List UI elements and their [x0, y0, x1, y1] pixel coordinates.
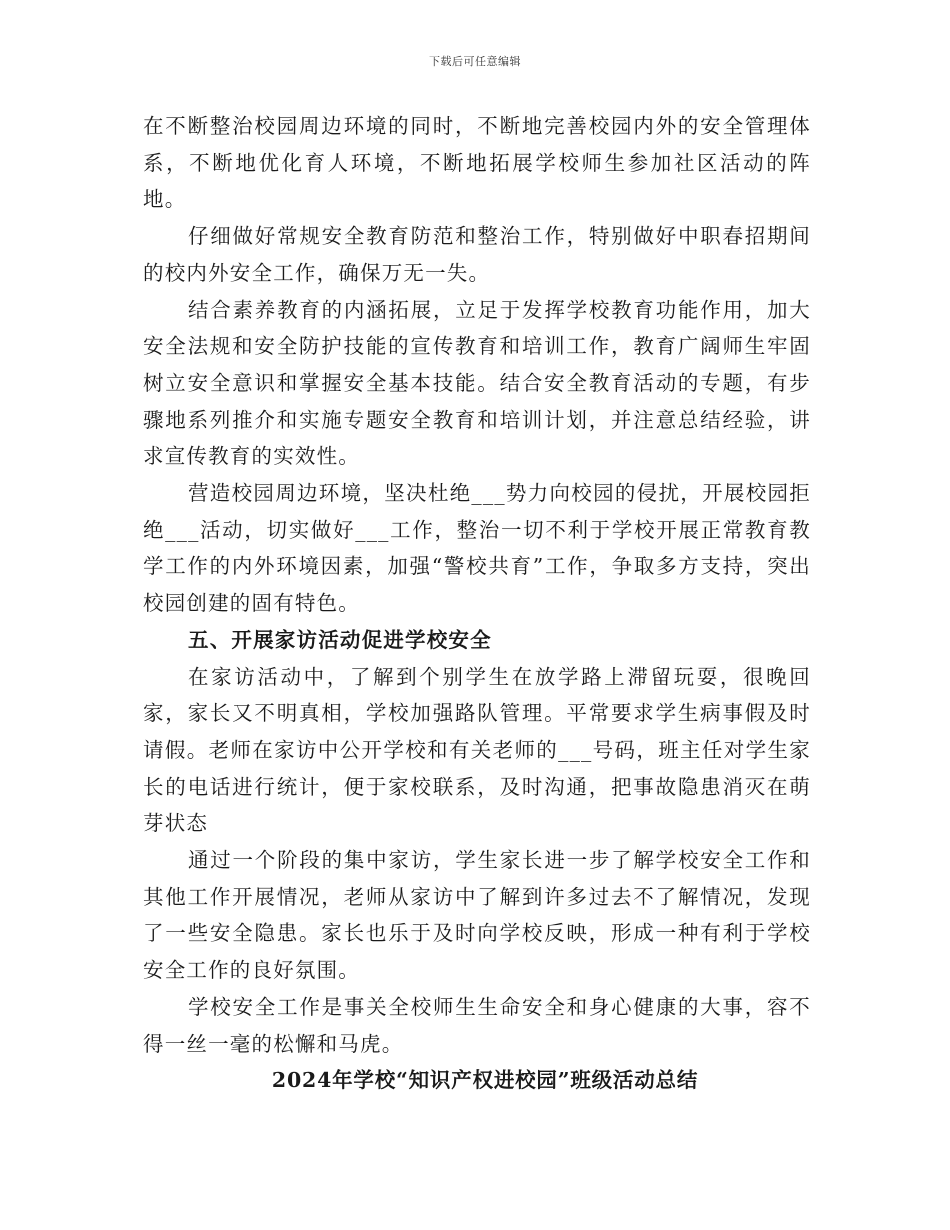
paragraph-continuation: 在不断整治校园周边环境的同时，不断地完善校园内外的安全管理体系，不断地优化育人环境，不断地拓展学校师生参加社区活动的阵地。: [143, 114, 811, 212]
paragraph-quality-education: 结合素养教育的内涵拓展，立足于发挥学校教育功能作用，加大安全法规和安全防护技能的宣传教育和培训工作，教育广阔师生牢固树立安全意识和掌握安全基本技能。结合安全教育活动的专题，有步骤地系列推介和实施专题安全教育和培训计划，并注意总结经验，讲求宣传教育的实效性。: [143, 297, 811, 469]
paragraph-home-visit: 在家访活动中，了解到个别学生在放学路上滞留玩耍，很晚回家，家长又不明真相，学校加强路队管理。平常要求学生病事假及时请假。老师在家访中公开学校和有关老师的___号码，班主任对学生家长的电话进行统计，便于家校联系，及时沟通，把事故隐患消灭在萌芽状态: [143, 664, 811, 836]
next-document-title: 2024年学校“知识产权进校园”班级活动总结: [271, 1068, 699, 1093]
paragraph-campus-environment: 营造校园周边环境，坚决杜绝___势力向校园的侵扰，开展校园拒绝___活动，切实做好___工作，整治一切不利于学校开展正常教育教学工作的内外环境因素，加强“警校共育”工作，争取多方支持，突出校园创建的固有特色。: [143, 481, 811, 616]
page-header: 下载后可任意编辑: [429, 55, 521, 68]
document-body: [143, 108, 811, 1099]
section-heading: 五、开展家访活动促进学校安全: [188, 627, 492, 652]
paragraph-safety-education: 仔细做好常规安全教育防范和整治工作，特别做好中职春招期间的校内外安全工作，确保万无一失。: [143, 224, 811, 285]
paragraph-conclusion: 学校安全工作是事关全校师生生命安全和身心健康的大事，容不得一丝一毫的松懈和马虎。: [143, 994, 811, 1056]
paragraph-home-visit-results: 通过一个阶段的集中家访，学生家长进一步了解学校安全工作和其他工作开展情况，老师从家访中了解到许多过去不了解情况，发现了一些安全隐患。家长也乐于及时向学校反映，形成一种有利于学校安全工作的良好氛围。: [143, 848, 811, 983]
